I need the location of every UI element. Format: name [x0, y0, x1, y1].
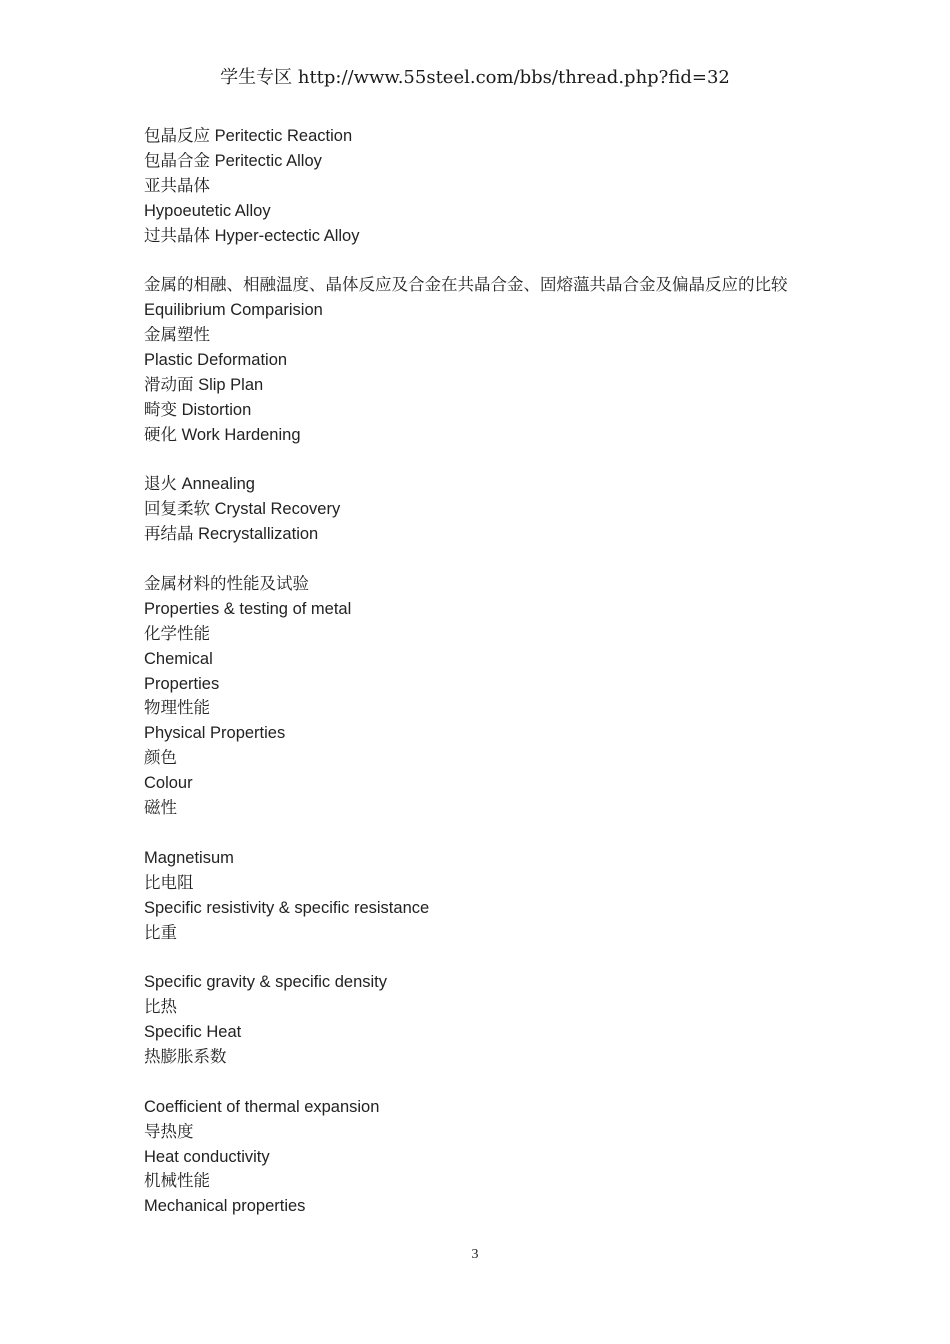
text-line: 滑动面 Slip Plan — [144, 375, 264, 394]
text-line: Properties — [144, 674, 220, 693]
page-number: 3 — [471, 1247, 479, 1262]
text-line: Specific Heat — [144, 1023, 242, 1042]
text-line: Chemical — [144, 649, 213, 668]
text-line: 机械性能 — [144, 1172, 210, 1191]
text-line: Mechanical properties — [144, 1197, 306, 1216]
blank-line — [144, 248, 864, 273]
text-line: Equilibrium Comparision — [144, 301, 323, 320]
document-body — [144, 124, 864, 1219]
blank-line — [144, 547, 864, 572]
text-line: Magnetisum — [144, 848, 234, 867]
text-line: Coefficient of thermal expansion — [144, 1097, 380, 1116]
text-line: 颜色 — [144, 749, 177, 768]
text-line: 包晶合金 Peritectic Alloy — [144, 151, 322, 170]
page-header: 学生专区 http://www.55steel.com/bbs/thread.php?fid=32 — [220, 67, 730, 88]
text-line: 金属材料的性能及试验 — [144, 575, 309, 594]
text-line: Heat conductivity — [144, 1147, 270, 1166]
text-line: 过共晶体 Hyper-ectectic Alloy — [144, 226, 360, 245]
text-line: 硬化 Work Hardening — [144, 425, 301, 444]
text-line: 物理性能 — [144, 699, 210, 718]
text-line: Specific resistivity & specific resistance — [144, 898, 430, 917]
blank-line — [144, 1070, 864, 1095]
text-line: 包晶反应 Peritectic Reaction — [144, 127, 353, 145]
text-line: 再结晶 Recrystallization — [144, 525, 319, 544]
text-line: Hypoeutetic Alloy — [144, 201, 271, 220]
text-line: 比热 — [144, 998, 177, 1017]
text-line: Specific gravity & specific density — [144, 973, 388, 992]
text-line: 导热度 — [144, 1122, 194, 1141]
text-line: 回复柔软 Crystal Recovery — [144, 500, 341, 519]
text-line: Physical Properties — [144, 724, 286, 743]
text-line: 磁性 — [144, 799, 177, 818]
text-line: 畸变 Distortion — [144, 400, 252, 419]
text-line: 金属塑性 — [144, 326, 210, 345]
text-line: Colour — [144, 774, 193, 793]
blank-line — [144, 821, 864, 846]
text-line: 金属的相融、相融温度、晶体反应及合金在共晶合金、固熔薀共晶合金及偏晶反应的比较 — [144, 276, 788, 295]
text-line: 退火 Annealing — [144, 475, 255, 494]
text-line: Plastic Deformation — [144, 351, 288, 370]
text-line: Properties & testing of metal — [144, 599, 352, 618]
blank-line — [144, 448, 864, 473]
text-line: 比电阻 — [144, 873, 194, 892]
text-line: 化学性能 — [144, 624, 210, 643]
text-line: 亚共晶体 — [144, 176, 210, 195]
text-line: 热膨胀系数 — [144, 1047, 227, 1066]
blank-line — [144, 945, 864, 970]
text-line: 比重 — [144, 923, 177, 942]
